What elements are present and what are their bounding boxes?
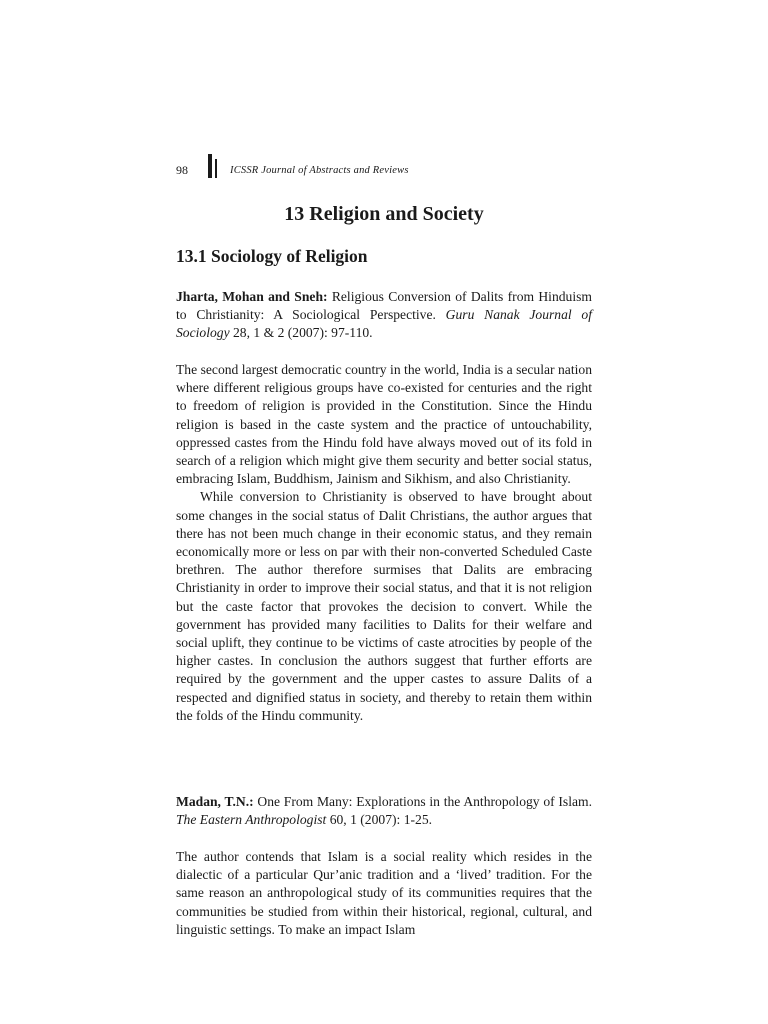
reference-author: Madan, T.N.: [176,794,254,809]
journal-name: ICSSR Journal of Abstracts and Reviews [230,165,409,176]
reference-title: Religious Conversion of Dalits from Hinduism to Christianity: A Sociological Perspective. [176,289,592,323]
chapter-title: 13 Religion and Society [284,203,484,225]
abstract-paragraph: While conversion to Christianity is observed to have brought about some changes in the social status of Dalit Christians, the author argues that there has not been much change in their economic status, and they remain economically more or less on par with their non-converted Scheduled Caste brethren. The author therefore surmises that Dalits are embracing Christianity in order to improve their social status, and that it is not religion but the caste factor that provokes the decision to convert. While the government has provided many facilities to Dalits for their welfare and social uplift, they continue to be victims of caste atrocities by people of the higher castes. In conclusion the authors suggest that further efforts are required by the government and the upper castes to assure Dalits of a respected and dignified status in society, and thereby to retain them within the folds of the Hindu community. [176,489,592,723]
abstract-paragraph: The author contends that Islam is a social reality which resides in the dialectic of a particular Qur’anic tradition and a ‘lived’ tradition. For the same reason an anthropological study of its communities requires that the communities be studied from within their historical, regional, cultural, and linguistic settings. To make an impact Islam [176,849,592,937]
reference-citation: 60, 1 (2007): 1-25. [326,812,433,828]
reference-title: One From Many: Explorations in the Anthropology of Islam. [253,794,592,809]
abstract-2 [176,848,592,939]
running-header [176,154,596,180]
reference-entry-1 [176,288,592,343]
reference-citation: 28, 1 & 2 (2007): 97-110. [229,325,373,341]
abstract-paragraph: The second largest democratic country in the world, India is a secular nation where different religious groups have co-existed for centuries and the right to freedom of religion is provided in the Constitution. Since the Hindu religion is based in the caste system and the practice of untouchability, oppressed castes from the Hindu fold have always moved out of its fold in search of a religion which might give them security and better social status, embracing Islam, Buddhism, Jainism and Sikhism, and also Christianity. [176,362,592,487]
header-rule-thick [208,154,212,178]
page-number: 98 [176,163,188,177]
reference-entry-2 [176,793,592,829]
section-title: 13.1 Sociology of Religion [176,246,368,266]
reference-journal: The Eastern Anthropologist [176,812,327,828]
header-rule-thin [215,159,217,178]
reference-journal: Guru Nanak Journal of Sociology [176,307,592,341]
abstract-1 [176,361,592,725]
reference-author: Jharta, Mohan and Sneh: [176,289,328,304]
